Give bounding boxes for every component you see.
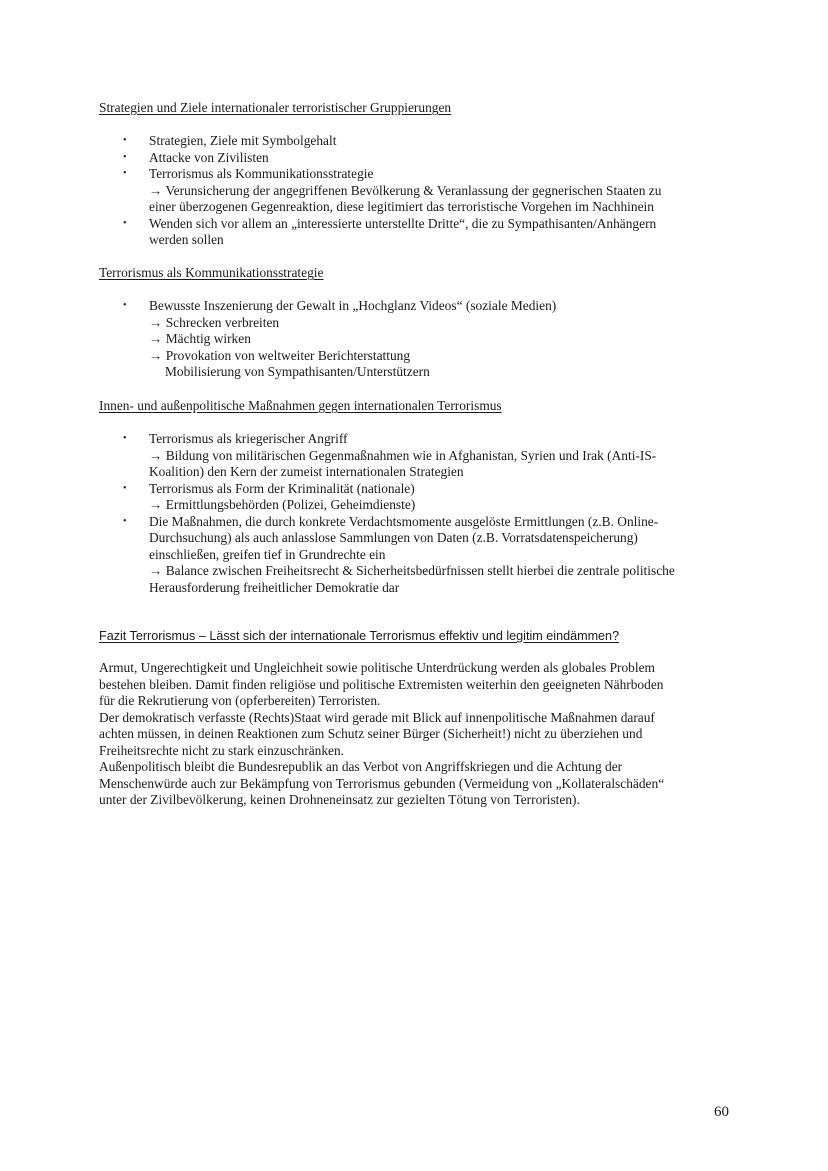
bullet-icon: •: [123, 300, 127, 311]
list-item: • Attacke von Zivilisten: [123, 149, 269, 165]
communication-list: [99, 298, 749, 381]
section-heading-strategies: Strategien und Ziele internationaler terroristischer Gruppierungen: [99, 100, 452, 115]
bullet-icon: •: [123, 135, 127, 146]
list-item: • Terrorismus als kriegerischer Angriff → Bildung von militärischen Gegenmaßnahmen wie in Afghanistan, Syrien und Irak (Anti-IS- Koalition) den Kern der zumeist internationalen Strategien: [123, 431, 657, 479]
list-item: • Wenden sich vor allem an „interessierte unterstellte Dritte“, die zu Sympathisanten/Anhängern werden sollen: [123, 215, 657, 247]
bullet-icon: •: [123, 217, 127, 229]
list-item: • Strategien, Ziele mit Symbolgehalt: [123, 133, 337, 148]
section-heading-measures: Innen- und außenpolitische Maßnahmen gegen internationalen Terrorismus: [99, 398, 502, 413]
bullet-icon: •: [123, 151, 127, 163]
bullet-icon: •: [123, 482, 127, 494]
list-item: • Terrorismus als Form der Kriminalität (nationale) → Ermittlungsbehörden (Polizei, Geheimdienste): [123, 480, 416, 512]
conclusion-text: Armut, Ungerechtigkeit und Ungleichheit sowie politische Unterdrückung werden als globales Problem bestehen bleiben. Damit finden religiöse und politische Extremisten weiterhin den geeigneten Nährboden für die Rekrutierung von (opferbereiten) Terroristen. Der demokratisch verfasste (Rechts)Staat wird gerade mit Blick auf innenpolitische Maßnahmen darauf achten müssen, in deinen Reaktionen zum Schutz seiner Bürger (Sicherheit!) nicht zu überziehen und Freiheitsrechte nicht zu stark einzuschränken. Außenpolitisch bleibt die Bundesrepublik an das Verbot von Angriffskriegen und die Achtung der Menschenwürde auch zur Bekämpfung von Terrorismus gebunden (Vermeidung von „Kollateralschäden“ unter der Zivilbevölkerung, keinen Drohneneinsatz zur gezielten Tötung von Terroristen).: [99, 660, 665, 807]
list-item: • Bewusste Inszenierung der Gewalt in „Hochglanz Videos“ (soziale Medien) → Schrecken verbreiten → Mächtig wirken → Provokation von weltweiter Berichterstattung Mobilisierung von Sympathisanten/Unterstützern: [123, 298, 557, 379]
bullet-icon: •: [123, 515, 127, 527]
measures-list: [99, 431, 749, 596]
section-heading-communication: Terrorismus als Kommunikationsstrategie: [99, 265, 324, 280]
conclusion-heading: Fazit Terrorismus – Lässt sich der internationale Terrorismus effektiv und legitim eindämmen?: [99, 629, 620, 643]
page-number: 60: [714, 1104, 729, 1120]
strategies-list: [99, 133, 749, 249]
list-item: • Terrorismus als Kommunikationsstrategie → Verunsicherung der angegriffenen Bevölkerung & Veranlassung der gegnerischen Staaten zu einer überzogenen Gegenreaktion, diese legitimiert das terroristische Vorgehen im Nachhinein: [123, 166, 662, 214]
list-item: • Die Maßnahmen, die durch konkrete Verdachtsmomente ausgelöste Ermittlungen (z.B. Online- Durchsuchung) als auch anlasslose Sammlungen von Daten (z.B. Vorratsdatenspeicherung) einschließen, greifen tief in Grundrechte ein → Balance zwischen Freiheitsrecht & Sicherheitsbedürfnissen stellt hierbei die zentrale politische Herausforderung freiheitlicher Demokratie dar: [123, 513, 675, 595]
bullet-icon: •: [123, 168, 127, 179]
bullet-icon: •: [123, 433, 127, 444]
